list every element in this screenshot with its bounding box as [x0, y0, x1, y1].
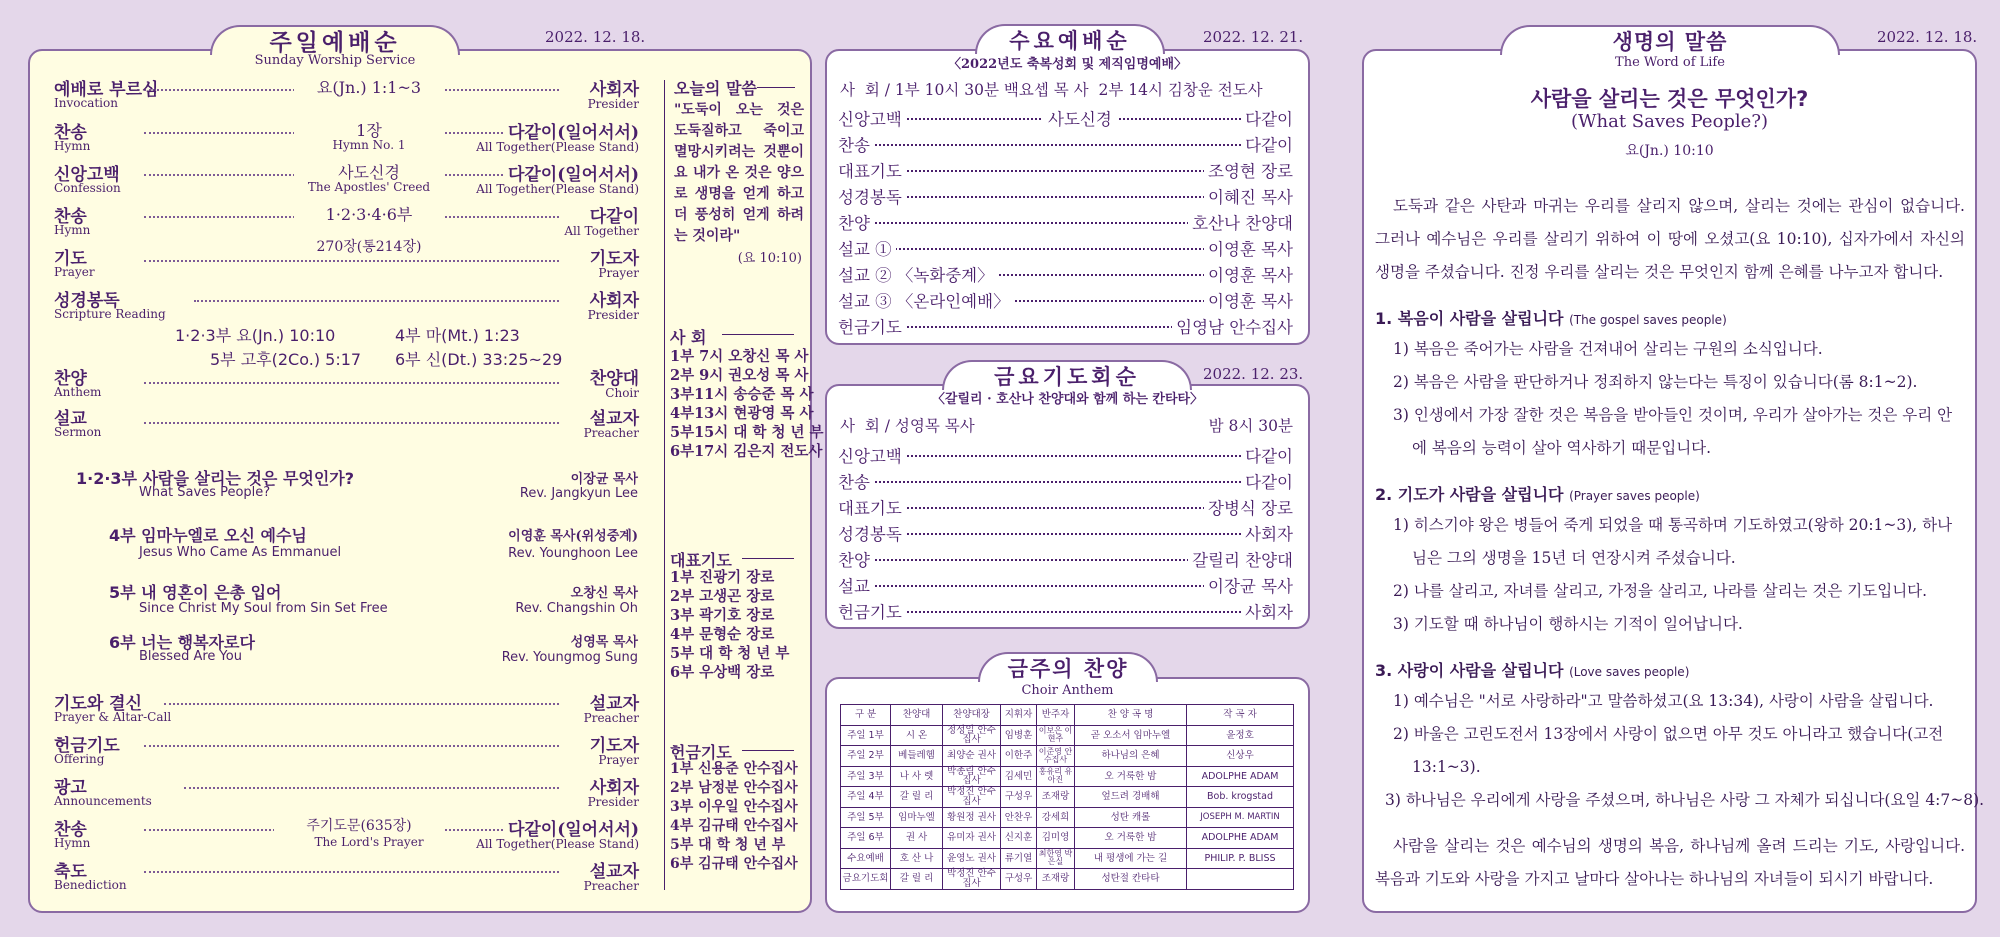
presider-item: 5부15시 대 학 청 년 부 [670, 424, 824, 441]
scripture-ref: 1·2·3부 요(Jn.) 10:10 [175, 326, 336, 345]
order-leader: 사회자 [1241, 599, 1293, 623]
order-row [54, 404, 639, 444]
order-row [54, 773, 639, 813]
point-item: 2) 복음은 사람을 판단하거나 정죄하지 않는다는 특징이 있습니다(롬 8:1~2). [1393, 373, 1918, 391]
order-item-ko: 기도 [54, 249, 87, 269]
presider-title: 사 회 [670, 328, 707, 347]
sermon-title-en: What Saves People? [139, 485, 271, 500]
table-row [841, 766, 1294, 787]
order-row [54, 815, 639, 855]
table-header: 구 분 [841, 705, 891, 726]
table-cell: 박종림 안수집사 [943, 766, 1001, 787]
table-cell: 호 산 나 [891, 848, 943, 869]
table-cell: 금요기도회 [841, 869, 891, 890]
order-leader: 이혜진 목사 [1204, 184, 1293, 208]
order-leader: 사회자 [586, 286, 639, 311]
table-cell [1187, 869, 1294, 890]
friday-tab [942, 360, 1192, 390]
point-title: 2. 기도가 사람을 살립니다 [1375, 485, 1564, 504]
order-leader: 사회자 [586, 773, 639, 798]
presider-list [670, 347, 824, 461]
order-row [838, 547, 1293, 571]
order-leader: 이영훈 목사 [1204, 236, 1293, 260]
order-row [838, 314, 1293, 338]
word-tab [1500, 25, 1840, 55]
order-detail: 요(Jn.) 1:1~3 [294, 75, 444, 98]
order-row [54, 75, 639, 115]
prayer-item: 2부 고생곤 장로 [670, 588, 775, 605]
order-item-ko: 기도와 결신 [54, 694, 143, 714]
order-item-ko: 찬양 [54, 369, 87, 389]
table-cell: 수요예배 [841, 848, 891, 869]
table-row [841, 725, 1294, 746]
conclusion-paragraph: 사람을 살리는 것은 예수님의 생명의 복음, 하나님께 올려 드리는 기도, 사랑입니다. 복음과 기도와 사랑을 가지고 날마다 살아나는 하나님의 자녀들이 되시기 바랍니다. [1375, 837, 1965, 888]
sermon-title: 4부 임마누엘로 오신 예수님 [109, 526, 307, 545]
presider-item: 6부17시 김은지 전도사 [670, 443, 823, 460]
table-cell: 내 평생에 가는 길 [1075, 848, 1187, 869]
table-cell: 갈 릴 리 [891, 787, 943, 808]
word-subtitle: The Word of Life [1615, 55, 1725, 70]
table-row [841, 787, 1294, 808]
order-leader-en: All Together(Please Stand) [476, 140, 639, 154]
order-detail-en: The Lord's Prayer [314, 835, 424, 849]
sermon-preacher-en: Rev. Youngmog Sung [501, 650, 638, 665]
order-row [54, 118, 639, 158]
order-detail: 1·2·3·4·6부 [294, 202, 444, 225]
table-cell: 곧 오소서 임마누엘 [1075, 725, 1187, 746]
order-item: 찬양 [838, 210, 874, 234]
order-item: 설교 ① [838, 236, 896, 260]
table-cell: 성탄절 칸타타 [1075, 869, 1187, 890]
order-leader-en: Preacher [583, 711, 639, 725]
order-item-en: Announcements [54, 794, 152, 808]
table-header: 찬양대 [891, 705, 943, 726]
order-row [54, 689, 639, 729]
sermon-preacher-en: Rev. Younghoon Lee [508, 546, 638, 561]
table-cell: 이보은 이현주 [1037, 725, 1075, 746]
table-cell: 주일 1부 [841, 725, 891, 746]
table-cell: 주일 2부 [841, 746, 891, 767]
table-cell: 주일 3부 [841, 766, 891, 787]
sermon-preacher: 이영훈 목사(위성중계) [508, 529, 638, 544]
offering-list [670, 760, 798, 874]
order-item: 대표기도 [838, 495, 906, 519]
order-item-en: Invocation [54, 96, 118, 110]
friday-time: 밤 8시 30분 [1208, 417, 1293, 435]
point-item: 2) 바울은 고린도전서 13장에서 사랑이 없으면 아무 것도 아니라고 했습니다(고전 13:1~3). [1393, 725, 1944, 776]
table-cell: 황원정 권사 [943, 807, 1001, 828]
order-leader: 다같이 [1241, 443, 1293, 467]
order-item-en: Prayer & Altar-Call [54, 710, 172, 724]
table-row [841, 848, 1294, 869]
order-leader-en: Preacher [583, 426, 639, 440]
prayer-list [670, 568, 789, 682]
order-row [838, 495, 1293, 519]
friday-presider: 사 회 / 성영목 목사 [840, 417, 975, 435]
prayer-title: 대표기도 [670, 551, 732, 570]
order-leader: 다같이 [586, 202, 639, 227]
order-leader: 이영훈 목사 [1204, 288, 1293, 312]
order-item-en: Hymn [54, 139, 91, 153]
sunday-tab [210, 25, 460, 55]
order-leader: 설교자 [586, 689, 639, 714]
offering-item: 2부 남정분 안수집사 [670, 780, 798, 796]
point-heading [1375, 482, 1700, 505]
point-heading [1375, 658, 1689, 681]
table-cell: 권 사 [891, 828, 943, 849]
anthem-table [840, 704, 1294, 890]
order-item-ko: 축도 [54, 862, 87, 882]
scripture-ref: 5부 고후(2Co.) 5:17 [210, 350, 362, 369]
order-item-en: Hymn [54, 223, 91, 237]
point-item: 2) 나를 살리고, 자녀를 살리고, 가정을 살리고, 나라를 살리는 것은 기도입니다. [1393, 582, 1928, 600]
order-row [838, 158, 1293, 182]
point-item: 3) 인생에서 가장 잘한 것은 복음을 받아들인 것이며, 우리가 살아가는 것은 우리 안에 복음의 능력이 살아 역사하기 때문입니다. [1393, 406, 1953, 457]
sermon-title: 5부 내 영혼이 은총 입어 [109, 583, 282, 602]
order-leader: 사회자 [1241, 521, 1293, 545]
order-item-ko: 찬송 [54, 820, 87, 840]
order-leader: 다같이(일어서서) [504, 160, 639, 185]
table-cell: 신상우 [1187, 746, 1294, 767]
order-item-en: Prayer [54, 265, 95, 279]
table-cell: 최한영 박은실 [1037, 848, 1075, 869]
prayer-item: 4부 문형순 장로 [670, 626, 775, 643]
order-row [54, 857, 639, 897]
order-leader: 임영남 안수집사 [1172, 314, 1293, 338]
word-title: 생명의 말씀 [1612, 30, 1728, 54]
table-cell: 박정진 안수집사 [943, 869, 1001, 890]
table-cell: 안찬우 [1001, 807, 1037, 828]
table-cell: 강세희 [1037, 807, 1075, 828]
presider-item: 3부11시 송승준 목 사 [670, 386, 814, 403]
order-leader: 갈릴리 찬양대 [1188, 547, 1293, 571]
order-item-en: Offering [54, 752, 105, 766]
offering-item: 4부 김규태 안수집사 [670, 818, 798, 834]
table-cell: 윤영노 권사 [943, 848, 1001, 869]
order-detail-en: Hymn No. 1 [332, 138, 406, 152]
prayer-item: 1부 진광기 장로 [670, 569, 775, 586]
order-row [838, 106, 1293, 130]
point-item: 1) 히스기야 왕은 병들어 죽게 되었을 때 통곡하며 기도하였고(왕하 20:1~3), 하나님은 그의 생명을 15년 더 연장시켜 주셨습니다. [1393, 516, 1953, 567]
sunday-subtitle: Sunday Worship Service [254, 53, 416, 68]
order-leader: 다같이 [1241, 469, 1293, 493]
order-item-en: Sermon [54, 425, 102, 439]
sermon-heading: 사람을 살리는 것은 무엇인가? [1530, 87, 1809, 111]
order-row [54, 160, 639, 200]
table-header-row [841, 705, 1294, 726]
order-row [838, 262, 1293, 286]
table-cell: 윤정호 [1187, 725, 1294, 746]
prayer-item: 6부 우상백 장로 [670, 664, 775, 681]
table-cell: 나 사 렛 [891, 766, 943, 787]
table-cell: 정성일 안수집사 [943, 725, 1001, 746]
offering-item: 3부 이우일 안수집사 [670, 799, 798, 815]
sidebar-divider [664, 80, 665, 890]
today-word-title: 오늘의 말씀 [674, 79, 757, 98]
table-cell: 유미자 권사 [943, 828, 1001, 849]
sermon-title-en: Blessed Are You [139, 649, 242, 664]
table-cell: 신지훈 [1001, 828, 1037, 849]
table-cell: ADOLPHE ADAM [1187, 766, 1294, 787]
table-cell: 이준영 안수집사 [1037, 746, 1075, 767]
order-row [838, 288, 1293, 312]
order-row [838, 236, 1293, 260]
table-cell: 조재랑 [1037, 869, 1075, 890]
scripture-ref: 4부 마(Mt.) 1:23 [395, 326, 520, 345]
sermon-heading-en: (What Saves People?) [1570, 111, 1769, 132]
prayer-item: 3부 곽기호 장로 [670, 607, 775, 624]
offering-title: 헌금기도 [670, 743, 732, 762]
order-leader-en: Prayer [598, 753, 639, 767]
order-leader: 장병식 장로 [1204, 495, 1293, 519]
sermon-reference: 요(Jn.) 10:10 [1625, 143, 1714, 159]
order-leader: 찬양대 [586, 364, 639, 389]
word-date: 2022. 12. 18. [1877, 28, 1978, 46]
table-cell: 베들레헴 [891, 746, 943, 767]
order-item-en: Anthem [54, 385, 102, 399]
today-word-ref: (요 10:10) [737, 251, 802, 266]
order-item: 설교 [838, 573, 874, 597]
order-item: 찬송 [838, 132, 874, 156]
intro-paragraph: 도둑과 같은 사탄과 마귀는 우리를 살리지 않으며, 살리는 것에는 관심이 없습니다. 그러나 예수님은 우리를 살리기 위하여 이 땅에 오셨고(요 10:10), 십자가에서 자신의 생명을 주셨습니다. 진정 우리를 살리는 것은 무엇인지 함께 은혜를 나누고자 합니다. [1375, 197, 1965, 281]
sermon-title-en: Jesus Who Came As Emmanuel [139, 545, 342, 560]
order-item: 설교 ③ 〈온라인예배〉 [838, 288, 1014, 312]
sermon-preacher: 성영목 목사 [570, 635, 638, 650]
order-leader: 설교자 [586, 857, 639, 882]
order-leader-en: Preacher [583, 879, 639, 893]
table-cell: 구성우 [1001, 787, 1037, 808]
order-leader-en: Presider [587, 308, 639, 322]
order-leader: 다같이(일어서서) [504, 815, 639, 840]
offering-item: 6부 김규태 안수집사 [670, 856, 798, 872]
table-cell: PHILIP. P. BLISS [1187, 848, 1294, 869]
friday-title: 금요기도회순 [994, 365, 1140, 389]
sunday-date: 2022. 12. 18. [545, 28, 646, 46]
point-title: 1. 복음이 사람을 살립니다 [1375, 309, 1564, 328]
order-row [838, 132, 1293, 156]
sermon-preacher: 이장균 목사 [570, 472, 638, 487]
table-cell: 구성우 [1001, 869, 1037, 890]
order-item-ko: 예배로 부르심 [54, 80, 159, 100]
order-detail: 1장 [294, 118, 444, 141]
table-row [841, 869, 1294, 890]
scripture-ref: 6부 신(Dt.) 33:25~29 [395, 350, 563, 369]
order-item-ko: 광고 [54, 778, 87, 798]
order-leader: 사회자 [586, 75, 639, 100]
order-item: 성경봉독 [838, 521, 906, 545]
table-cell: JOSEPH M. MARTIN [1187, 807, 1294, 828]
today-word-text: "도둑이 오는 것은 도둑질하고 죽이고 멸망시키려는 것뿐이요 내가 온 것은 양으로 생명을 얻게 하고 더 풍성히 얻게 하려는 것이라" [674, 102, 804, 244]
order-leader: 다같이 [1241, 132, 1293, 156]
wednesday-tab [975, 24, 1165, 54]
order-item: 대표기도 [838, 158, 906, 182]
table-cell: 주일 5부 [841, 807, 891, 828]
presider-item: 4부13시 현광영 목 사 [670, 405, 814, 422]
sermon-title: 1·2·3부 사람을 살리는 것은 무엇인가? [76, 469, 355, 488]
order-item: 설교 ② 〈녹화중계〉 [838, 262, 998, 286]
sermon-preacher-en: Rev. Changshin Oh [515, 601, 638, 616]
order-row [54, 360, 639, 400]
table-cell: 류기열 [1001, 848, 1037, 869]
order-row [838, 443, 1293, 467]
sermon-title-en: Since Christ My Soul from Sin Set Free [139, 601, 388, 616]
order-item: 신앙고백 [838, 106, 906, 130]
order-item: 찬송 [838, 469, 874, 493]
order-row [838, 599, 1293, 623]
table-cell: 하나님의 은혜 [1075, 746, 1187, 767]
order-item: 헌금기도 [838, 314, 906, 338]
order-row [838, 521, 1293, 545]
order-leader-en: Presider [587, 795, 639, 809]
table-cell: 엎드려 경배해 [1075, 787, 1187, 808]
table-cell: 이한주 [1001, 746, 1037, 767]
table-cell: Bob. krogstad [1187, 787, 1294, 808]
wednesday-title: 수요예배순 [1009, 29, 1131, 53]
order-leader: 다같이 [1241, 106, 1293, 130]
table-cell: 주일 4부 [841, 787, 891, 808]
order-item-ko: 찬송 [54, 123, 87, 143]
table-cell: 성탄 캐롤 [1075, 807, 1187, 828]
point-title-en: (Love saves people) [1569, 665, 1690, 679]
wednesday-presider: 사 회 / 1부 10시 30분 백요셉 목 사 2부 14시 김창운 전도사 [840, 81, 1263, 99]
order-row [54, 244, 639, 284]
table-cell: ADOLPHE ADAM [1187, 828, 1294, 849]
sermon-preacher-en: Rev. Jangkyun Lee [519, 486, 638, 501]
table-header: 작 곡 자 [1187, 705, 1294, 726]
order-leader-en: All Together [564, 224, 639, 238]
order-leader-en: All Together(Please Stand) [476, 837, 639, 851]
order-item-ko: 찬송 [54, 207, 87, 227]
presider-item: 2부 9시 권오성 목 사 [670, 367, 809, 384]
order-row [54, 202, 639, 255]
point-item: 3) 기도할 때 하나님이 행하시는 기적이 일어납니다. [1393, 615, 1743, 633]
order-row [838, 210, 1293, 234]
order-leader: 이장균 목사 [1204, 573, 1293, 597]
point-item: 1) 복음은 죽어가는 사람을 건져내어 살리는 구원의 소식입니다. [1393, 340, 1823, 358]
table-cell: 최양순 권사 [943, 746, 1001, 767]
point-title: 3. 사랑이 사람을 살립니다 [1375, 661, 1564, 680]
table-header: 반주자 [1037, 705, 1075, 726]
presider-item: 1부 7시 오창신 목 사 [670, 348, 809, 365]
table-cell: 임마누엘 [891, 807, 943, 828]
order-detail: 사도신경 [294, 160, 444, 183]
table-row [841, 746, 1294, 767]
order-item: 헌금기도 [838, 599, 906, 623]
order-item-en: Confession [54, 181, 121, 195]
table-cell: 주일 6부 [841, 828, 891, 849]
wednesday-date: 2022. 12. 21. [1203, 28, 1304, 46]
order-item-en: Scripture Reading [54, 307, 166, 321]
order-item-ko: 헌금기도 [54, 736, 120, 756]
order-item-ko: 설교 [54, 409, 87, 429]
point-heading [1375, 306, 1727, 329]
anthem-title: 금주의 찬양 [1007, 657, 1129, 681]
offering-item: 1부 신용준 안수집사 [670, 761, 798, 777]
order-leader: 설교자 [586, 404, 639, 429]
order-leader: 호산나 찬양대 [1188, 210, 1293, 234]
table-cell: 오 거룩한 밤 [1075, 766, 1187, 787]
table-cell: 김미영 [1037, 828, 1075, 849]
order-row [838, 469, 1293, 493]
table-cell: 조재랑 [1037, 787, 1075, 808]
sermon-title: 6부 너는 행복자로다 [109, 633, 255, 652]
prayer-item: 5부 대 학 청 년 부 [670, 645, 790, 662]
order-leader: 이영훈 목사 [1204, 262, 1293, 286]
order-leader-en: Prayer [598, 266, 639, 280]
order-leader: 기도자 [586, 244, 639, 269]
sunday-title: 주일예배순 [269, 30, 401, 56]
order-item: 성경봉독 [838, 184, 906, 208]
order-item-ko: 성경봉독 [54, 291, 120, 311]
order-leader: 기도자 [586, 731, 639, 756]
order-leader-en: Presider [587, 97, 639, 111]
table-row [841, 828, 1294, 849]
table-cell: 홍유리 유아진 [1037, 766, 1075, 787]
order-detail-en: The Apostles' Creed [307, 180, 431, 194]
table-cell: 오 거룩한 밤 [1075, 828, 1187, 849]
anthem-tab [978, 652, 1158, 682]
point-item: 3) 하나님은 우리에게 사랑을 주셨으며, 하나님은 사랑 그 자체가 되십니다(요일 4:7~8). [1385, 791, 1985, 809]
friday-date: 2022. 12. 23. [1203, 365, 1304, 383]
table-cell: 임병훈 [1001, 725, 1037, 746]
order-row [54, 731, 639, 771]
table-cell: 박정진 안수집사 [943, 787, 1001, 808]
wednesday-subtitle: 〈2022년도 축복성회 및 제직임명예배〉 [947, 57, 1187, 72]
order-row [54, 286, 639, 326]
order-item-en: Benediction [54, 878, 127, 892]
table-cell: 시 온 [891, 725, 943, 746]
table-header: 찬양대장 [943, 705, 1001, 726]
order-detail: 사도신경 [1043, 106, 1117, 130]
anthem-subtitle: Choir Anthem [1021, 683, 1114, 698]
order-row [838, 573, 1293, 597]
order-item-ko: 신앙고백 [54, 165, 120, 185]
order-leader: 조영현 장로 [1204, 158, 1293, 182]
table-cell: 김세민 [1001, 766, 1037, 787]
order-row [838, 184, 1293, 208]
order-leader-en: All Together(Please Stand) [476, 182, 639, 196]
friday-subtitle: 〈갈릴리 · 호산나 찬양대와 함께 하는 칸타타〉 [931, 392, 1204, 407]
order-leader-en: Choir [605, 386, 639, 400]
table-header: 찬 양 곡 명 [1075, 705, 1187, 726]
order-detail-2: 270장(통214장) [316, 239, 422, 255]
table-cell: 갈 릴 리 [891, 869, 943, 890]
order-item: 신앙고백 [838, 443, 906, 467]
point-item: 1) 예수님은 "서로 사랑하라"고 말씀하셨고(요 13:34), 사랑이 사람을 살립니다. [1393, 692, 1934, 710]
point-title-en: (The gospel saves people) [1569, 313, 1727, 327]
table-header: 지휘자 [1001, 705, 1037, 726]
order-detail: 주기도문(635장) [274, 815, 444, 835]
sermon-preacher: 오창신 목사 [570, 586, 638, 601]
order-leader: 다같이(일어서서) [504, 118, 639, 143]
point-title-en: (Prayer saves people) [1569, 489, 1700, 503]
order-item: 찬양 [838, 547, 874, 571]
table-row [841, 807, 1294, 828]
order-item-en: Hymn [54, 836, 91, 850]
offering-item: 5부 대 학 청 년 부 [670, 837, 786, 853]
